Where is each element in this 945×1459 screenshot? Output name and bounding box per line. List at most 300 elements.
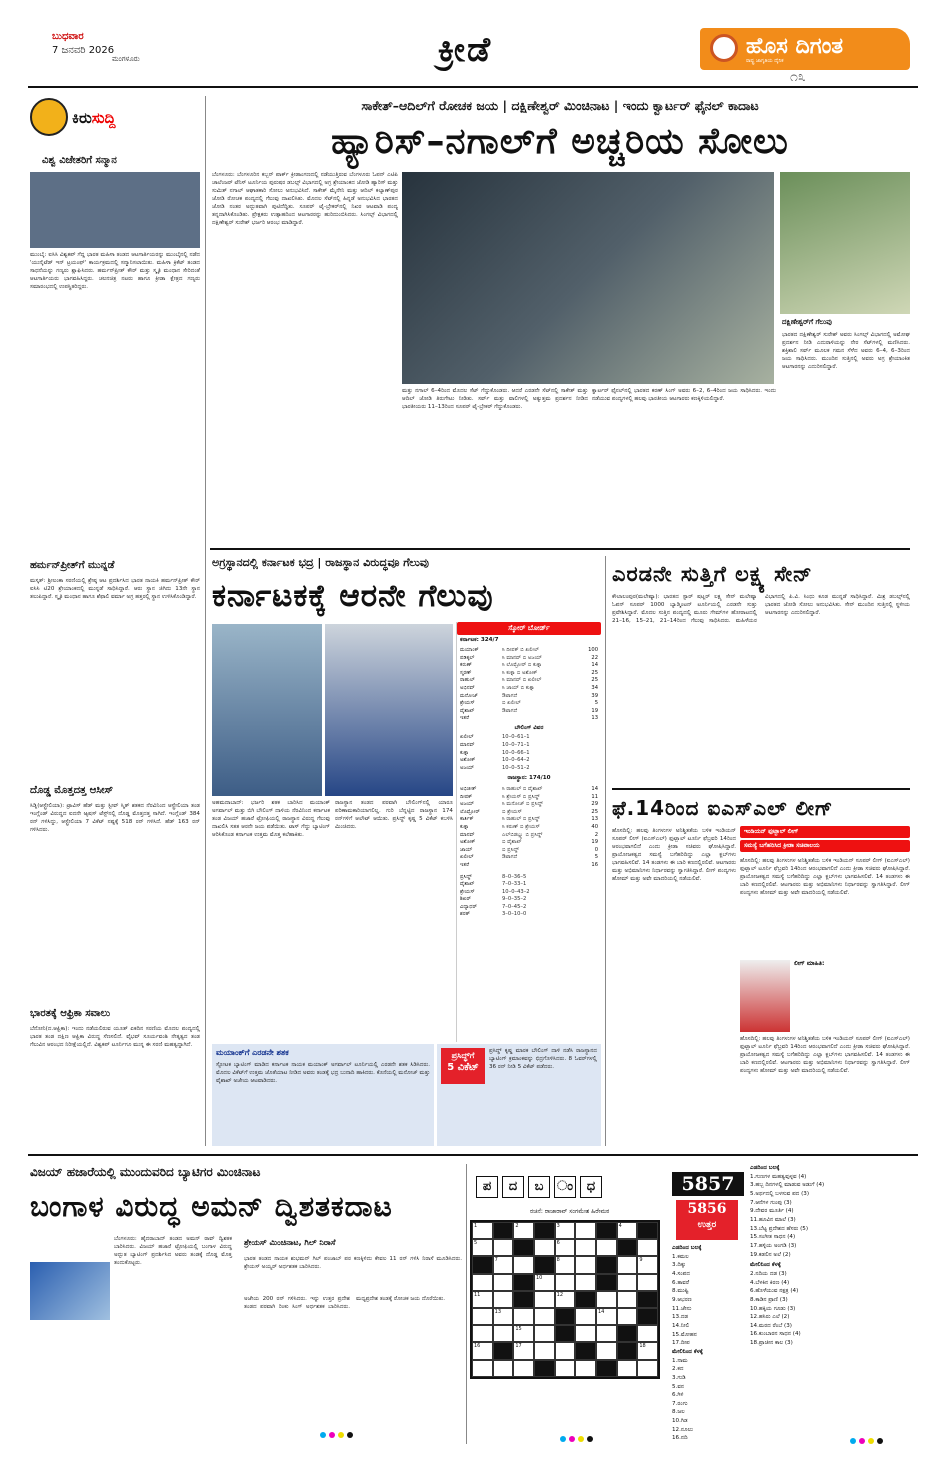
crossword-cell[interactable] [637, 1256, 658, 1273]
dismissal: ಸಿ ಜಾಯ್ ಬಿ ಕುಕ್ನಾ [502, 684, 535, 691]
cell-number: 1 [474, 1223, 478, 1229]
isl-pill-1: ಇಂಡಿಯನ್ ಫುಟ್ಬಾಲ್ ಲೀಗ್ [740, 826, 910, 838]
score-row [457, 662, 601, 670]
runs: 100 [588, 646, 598, 653]
crossword-cell[interactable] [534, 1308, 555, 1325]
dismissal: ಸಿ ಶ್ರೇಯಸ್ ಬಿ ಪ್ರಸಿದ್ಧ್ [502, 793, 540, 800]
player-name: ಅಶೋಕ್ [460, 757, 476, 764]
crossword-cell [534, 1360, 555, 1377]
dismissal: ಸಿ ರಾಹುಲ್ ಬಿ ವೈಶಾಖ್ [502, 785, 543, 792]
puzzle-title [476, 1176, 602, 1198]
mayank-body: ಸ್ಫೋಟಕ ಬ್ಯಾಟಿಂಗ್ ಮಾಡಿದ ಕರ್ನಾಟಕ ನಾಯಕ ಮಯಾಂಕ್ ಅಗರ್ವಾಲ್ ಟೂರ್ನಿಯಲ್ಲಿ ಎರಡನೇ ಶತಕ ಸಿಡಿಸಿದರು. ಮೊದಲ ವಿಕೆಟ್‌ಗೆ ಉತ್ತಮ ಜೊತೆಯಾಟ ನೀಡಿದ ಅವರು ತಂಡಕ್ಕೆ ಭದ್ರ ಬುನಾದಿ ಹಾಕಿದರು. ಕೊನೆಯಲ್ಲಿ ಮನೋಜ್ ಮತ್ತು ವೈಶಾಖ್ ಅಜೇಯ ಆಟವಾಡಿದರು. [216, 1061, 430, 1084]
brief-2-headline[interactable]: ಹರ್ಮನ್‌ಪ್ರೀತ್‌ಗೆ ಮುನ್ನಡೆ [30, 560, 115, 571]
puzzle-number: 5857 [672, 1172, 744, 1196]
player-name: ಇತರೆ [460, 715, 470, 722]
crossword-cell [637, 1291, 658, 1308]
prasidh-body: ಪ್ರಸಿದ್ಧ್ ಕೃಷ್ಣ ಮಾರಕ ಬೌಲಿಂಗ್ ದಾಳಿ ನಡೆಸಿ ರಾಜಸ್ಥಾನದ ಬ್ಯಾಟಿಂಗ್ ಕ್ರಮಾಂಕವನ್ನು ಛಿದ್ರಗೊಳಿಸಿದರು. 8 ಓವರ್‌ಗಳಲ್ಲಿ 36 ರನ್ ನೀಡಿ 5 ವಿಕೆಟ್ ಪಡೆದರು. [489, 1048, 597, 1070]
player-name: ಮಾನವ್ [460, 742, 475, 749]
crossword-cell [472, 1256, 493, 1273]
crossword-cell[interactable] [555, 1239, 576, 1256]
answer-down: 12.ನೂಲು [672, 1426, 693, 1433]
cell-number: 5 [474, 1240, 478, 1247]
crossword-cell [555, 1325, 576, 1342]
player-name: ವೈಶಾಖ್ [460, 707, 475, 714]
bowling-figures: 10–0–51–2 [502, 764, 530, 771]
answer-across: 4.ಸಂಪದ [672, 1270, 690, 1277]
crossword-cell[interactable] [637, 1342, 658, 1359]
bowler-photo [325, 624, 453, 796]
score-row [457, 655, 601, 663]
brief-3-body: ಸಿಡ್ನಿ(ಆಸ್ಟ್ರೇಲಿಯಾ): ಟ್ರಾವಿಸ್ ಹೆಡ್ ಮತ್ತು ಸ್ಟೀವ್ ಸ್ಮಿತ್ ಶತಕದ ನೆರವಿನಿಂದ ಆಸ್ಟ್ರೇಲಿಯಾ ತಂಡ ಇಂಗ್ಲೆಂಡ್ ವಿರುದ್ಧದ ಐದನೇ ಆ್ಯಷಸ್ ಟೆಸ್ಟ್‌ನಲ್ಲಿ ದೊಡ್ಡ ಮೊತ್ತದತ್ತ ಸಾಗಿದೆ. ಇಂಗ್ಲೆಂಡ್ 384 ರನ್ ಗಳಿಸಿದ್ದು, ಆಸ್ಟ್ರೇಲಿಯಾ 7 ವಿಕೆಟ್ ನಷ್ಟಕ್ಕೆ 518 ರನ್ ಗಳಿಸಿದೆ. ಹೆಡ್ 163 ರನ್ ಗಳಿಸಿದರು. [30, 803, 200, 833]
crossword-cell[interactable] [637, 1360, 658, 1377]
crossword-cell[interactable] [555, 1342, 576, 1359]
crossword-cell[interactable] [596, 1308, 617, 1325]
dismissal: ಸಿ ದೀಪಕ್ ಬಿ ಖಲೀಲ್ [502, 646, 539, 653]
cell-number: 2 [515, 1223, 519, 1229]
crossword-cell[interactable] [472, 1308, 493, 1325]
dismissal: ಔಟಾಗದೆ [502, 692, 518, 699]
kirusuddi-badge [30, 98, 200, 138]
score-row [457, 862, 601, 870]
issue-date: 7 ಜನವರಿ 2026 [52, 45, 115, 56]
dismissal: ಸಿ ಕರುಣ್ ಬಿ ಶ್ರೇಯಸ್ [502, 823, 540, 830]
cell-number: 8 [556, 1257, 560, 1264]
crossword-cell [534, 1256, 555, 1273]
runs: 0 [594, 846, 598, 853]
puzzle-title-letter: ಪ [476, 1176, 498, 1198]
crossword-cell[interactable] [472, 1325, 493, 1342]
score-row [457, 700, 601, 708]
answer-across: 8.ಮುಷ್ಟಿ [672, 1288, 689, 1295]
bowling-figures: 10–0–61–1 [502, 734, 530, 741]
clue-down: 14.ಮರದ ರೆಂಬೆ (3) [750, 1322, 792, 1329]
lead-headline[interactable]: ಹ್ಯಾರಿಸ್–ನಗಾಲ್‌ಗೆ ಅಚ್ಚರಿಯ ಸೋಲು [331, 121, 789, 162]
crossword-cell[interactable] [575, 1239, 596, 1256]
crossword-cell [617, 1325, 638, 1342]
score-row [457, 693, 601, 701]
clue-list: ಎಡದಿಂದ ಬಲಕ್ಕೆ 1.ಗುಣಗಳ ಮಹತ್ವವುಳ್ಳವ (4) 3.ಹಬ್ಬ ದಿನಗಳಲ್ಲಿ ಮಾಡುವ ಅಡುಗೆ (4) 5.ಅರ್ಥದಲ್ಲಿ ಬಳಸುವ ಪದ (3) 7.ಆನೆಗಳ ಗುಂಪು (3) 9.ದೇವರ ಮೂರ್ತಿ (4) 11.ಹೂವಿನ ಮಾಲೆ (3) 13.ಬೆಟ್ಟ ಪ್ರದೇಶದ ಹೆಸರು (5) 15.ಸಂಗೀತ ಸಾಧನ (4) 17.ಹಳ್ಳಿಯ ಅಂಗಡಿ (3) 19.ಕಡಲಿನ ಅಲೆ (2) ಮೇಲಿನಿಂದ ಕೆಳಕ್ಕೆ 2.ನದಿಯ ದಡ (3) 4.ಬೆಳಕಿನ ಕಿರಣ (4) 6.ಹೊಳೆಯುವ ನಕ್ಷತ್ರ (4) 8.ಕಾಡಿನ ಪ್ರಾಣಿ (3) 10.ಹಕ್ಕಿಯ ಗೂಡು (3) 12.ಹಸಿರು ಎಲೆ (2) 14.ಮರದ ರೆಂಬೆ (3) 16.ಕುಂಬಾರನ ಸಾಧನ (4) 18.ಪ್ರಾಚೀನ ಕಾಲ (3) [750, 1164, 915, 1436]
score-row [457, 708, 601, 716]
vijay-body-col2: ಭಾರತ ತಂಡದ ನಾಯಕ ಶುಭಮನ್ ಗಿಲ್ ಪಂಜಾಬ್ ಪರ ಕಣಕ್ಕಿಳಿದು ಕೇವಲ 11 ರನ್ ಗಳಿಸಿ ನಿರಾಸೆ ಮೂಡಿಸಿದರು. ಶ್ರೇಯಸ್ ಅಯ್ಯರ್ ಅರ್ಧಶತಕ ಬಾರಿಸಿದರು. [244, 1256, 462, 1270]
prasidh-box [437, 1044, 601, 1146]
runs: 16 [591, 861, 598, 868]
dismissal: ಸಿ ಲೊಮ್ರೋರ್ ಬಿ ಕುಕ್ನಾ [502, 662, 542, 669]
player-name: ಶ್ರೇಯಸ್ [460, 888, 475, 895]
score-row [457, 794, 601, 802]
player-name: ಅಜಯ್ [460, 801, 475, 808]
isl-body-col1: ಹೊಸದಿಲ್ಲಿ: ಹಲವು ತಿಂಗಳುಗಳ ಅನಿಶ್ಚಿತತೆಯ ಬಳಿಕ ಇಂಡಿಯನ್ ಸೂಪರ್ ಲೀಗ್ (ಐಎಸ್‌ಎಲ್) ಫುಟ್ಬಾಲ್ ಟೂರ್ನಿ ಫೆಬ್ರವರಿ 14ರಿಂದ ಆರಂಭವಾಗಲಿದೆ ಎಂದು ಕ್ರೀಡಾ ಸಚಿವರು ಘೋಷಿಸಿದ್ದಾರೆ. ಪ್ರಾಯೋಜಕತ್ವದ ಸಮಸ್ಯೆ ಬಗೆಹರಿದಿದ್ದು ಎಲ್ಲಾ ಕ್ಲಬ್‌ಗಳು ಭಾಗವಹಿಸಲಿವೆ. 14 ತಂಡಗಳು ಈ ಬಾರಿ ಕಣದಲ್ಲಿರಲಿವೆ. ಆಟಗಾರರು ಮತ್ತು ಅಭಿಮಾನಿಗಳು ನಿರ್ಧಾರವನ್ನು ಸ್ವಾಗತಿಸಿದ್ದಾರೆ. ಲೀಗ್ ಪಂದ್ಯಗಳು ಹೋಮ್ ಮತ್ತು ಅವೇ ಮಾದರಿಯಲ್ಲಿ ನಡೆಯಲಿವೆ. [612, 828, 736, 882]
player-name: ಶ್ರೇಯಸ್ [460, 700, 475, 707]
side-headline[interactable]: ದಕ್ಷಿಣೇಶ್ವರ್‌ಗೆ ಗೆಲುವು [782, 318, 832, 326]
scoreboard-sub1: ಕರ್ನಾಟಕ: 324/7 [460, 637, 499, 644]
crossword-cell[interactable] [493, 1239, 514, 1256]
dakshineswar-photo [780, 172, 910, 314]
player-name: ವೈಶಾಖ್ [460, 881, 475, 888]
column-divider-2 [605, 556, 606, 1146]
cell-number: 11 [474, 1291, 481, 1298]
color-dots-1 [320, 1432, 353, 1438]
aman-photo [30, 1262, 110, 1320]
bowling-figures: 7–0–45–2 [502, 903, 527, 910]
bowling-figures: 3–0–10–0 [502, 911, 527, 918]
answer-list: ಎಡದಿಂದ ಬಲಕ್ಕೆ 1.ಕಮಲ 3.ದಿಕ್ಕು 4.ಸಂಪದ 6.ತಾವರೆ 8.ಮುಷ್ಟಿ 9.ಆಭರಣ 11.ಜೇನು 13.ದಡ 14.ನೀಲಿ 15.ಮೋಹನ 17.ದೀಪ ಮೇಲಿನಿಂದ ಕೆಳಕ್ಕೆ 1.ನಾಮ 2.ಕದ 3.ಗುಡಿ 5.ವನ 6.ಗಿಳಿ 7.ರಂಗು 8.ಜಲ 10.ಗಿಡ 12.ನೂಲು 16.ನದಿ [672, 1244, 746, 1434]
column-divider-3 [466, 1164, 467, 1444]
bowling-label: ಬೌಲಿಂಗ್ ವಿವರ [514, 724, 544, 731]
cell-number: 13 [494, 1308, 502, 1315]
runs: 25 [591, 669, 598, 676]
brief-4-headline[interactable]: ಭಾರತಕ್ಕೆ ಆಫ್ರಿಕಾ ಸವಾಲು [30, 1008, 111, 1019]
runs: 22 [591, 654, 598, 661]
scoreboard [456, 622, 601, 1042]
clue-down: 8.ಕಾಡಿನ ಪ್ರಾಣಿ (3) [750, 1296, 788, 1303]
newspaper-logo[interactable] [700, 28, 910, 70]
sen-headline[interactable]: ಎರಡನೇ ಸುತ್ತಿಗೆ ಲಕ್ಷ್ಯ ಸೇನ್ [612, 562, 813, 586]
crossword-cell[interactable] [534, 1342, 555, 1359]
puzzle-author: ರಚನೆ: ರಾಜಾರಾವ್ ಸಂಗಮೇಶ ಹಿರೇಮಠ [530, 1208, 610, 1215]
dismissal: ಬಿ ಖಲೀಲ್ [502, 700, 521, 707]
runs: 40 [591, 823, 598, 830]
clue-down: 18.ಪ್ರಾಚೀನ ಕಾಲ (3) [750, 1340, 793, 1347]
edition-city: ಮಂಗಳೂರು [112, 55, 140, 63]
crossword-cell[interactable] [534, 1291, 555, 1308]
brief-2-body: ಮಸ್ಕತ್: ಶ್ರೀಲಂಕಾ ಸರಣಿಯಲ್ಲಿ ಶ್ರೇಷ್ಠ ಆಟ ಪ್ರದರ್ಶಿಸಿದ ಭಾರತ ನಾಯಕಿ ಹರ್ಮನ್‌ಪ್ರೀತ್ ಕೌರ್ ಐಸಿಸಿ ಟಿ20 ಶ್ರೇಯಾಂಕದಲ್ಲಿ ಮುನ್ನಡೆ ಸಾಧಿಸಿದ್ದಾರೆ. ಆರು ಸ್ಥಾನ ಜಿಗಿದು 13ನೇ ಸ್ಥಾನ ತಲುಪಿದ್ದಾರೆ. ಸ್ಮೃತಿ ಮಂಧಾನ ಹಾಗೂ ಶೆಫಾಲಿ ವರ್ಮಾ ಅಗ್ರ ಹತ್ತರಲ್ಲಿ ಸ್ಥಾನ ಉಳಿಸಿಕೊಂಡಿದ್ದಾರೆ. [30, 578, 200, 600]
clue-across: 13.ಬೆಟ್ಟ ಪ್ರದೇಶದ ಹೆಸರು (5) [750, 1225, 809, 1232]
clue-down: 16.ಕುಂಬಾರನ ಸಾಧನ (4) [750, 1331, 801, 1338]
score-row [457, 685, 601, 693]
score-row [457, 896, 601, 904]
score-row [457, 670, 601, 678]
score-row [457, 824, 601, 832]
crossword-cell[interactable] [472, 1342, 493, 1359]
crossword-cell[interactable] [493, 1274, 514, 1291]
crossword-cell[interactable] [493, 1325, 514, 1342]
sen-bottom-rule [612, 788, 910, 790]
player-name: ಪ್ರಸಿದ್ಧ್ [460, 873, 472, 880]
crossword-cell[interactable] [513, 1308, 534, 1325]
cell-number: 3 [556, 1223, 560, 1229]
player-name: ಮನೋಜ್ [460, 692, 478, 699]
crossword-cell[interactable] [637, 1325, 658, 1342]
answer-across: 1.ಕಮಲ [672, 1253, 689, 1260]
crossword-cell[interactable] [596, 1291, 617, 1308]
puzzle-title-letter: ದ [502, 1176, 524, 1198]
crossword-cell[interactable] [534, 1239, 555, 1256]
mayank-headline[interactable]: ಮಯಾಂಕ್‌ಗೆ ಎರಡನೇ ಶತಕ [216, 1048, 289, 1057]
lead-body-col2: ಮತ್ತು ನಗಾಲ್ 6–4ರಿಂದ ಮೊದಲ ಸೆಟ್ ಗೆದ್ದುಕೊಂಡರು. ಆದರೆ ಎರಡನೇ ಸೆಟ್‌ನಲ್ಲಿ ಸಾಕೇತ್ ಮತ್ತು ಆದಿಲ್ ಜೋಡಿ ತಿರುಗೇಟು ನೀಡಿತು. ಸರ್ವ್ ಮತ್ತು ವಾಲಿಗಳಲ್ಲಿ ಅತ್ಯುತ್ತಮ ಪ್ರದರ್ಶನ ನೀಡಿದ ಭಾರತೀಯರು 11–13ರಿಂದ ಸೂಪರ್ ಟೈ-ಬ್ರೇಕರ್ ಗೆದ್ದುಕೊಂಡರು. [402, 388, 588, 410]
crossword-cell[interactable] [575, 1222, 596, 1239]
batsman-photo [212, 624, 322, 796]
crossword-cell [637, 1308, 658, 1325]
crossword-grid[interactable] [470, 1220, 660, 1380]
isl-body-col2: ಹೊಸದಿಲ್ಲಿ: ಹಲವು ತಿಂಗಳುಗಳ ಅನಿಶ್ಚಿತತೆಯ ಬಳಿಕ ಇಂಡಿಯನ್ ಸೂಪರ್ ಲೀಗ್ (ಐಎಸ್‌ಎಲ್) ಫುಟ್ಬಾಲ್ ಟೂರ್ನಿ ಫೆಬ್ರವರಿ 14ರಿಂದ ಆರಂಭವಾಗಲಿದೆ ಎಂದು ಕ್ರೀಡಾ ಸಚಿವರು ಘೋಷಿಸಿದ್ದಾರೆ. ಪ್ರಾಯೋಜಕತ್ವದ ಸಮಸ್ಯೆ ಬಗೆಹರಿದಿದ್ದು ಎಲ್ಲಾ ಕ್ಲಬ್‌ಗಳು ಭಾಗವಹಿಸಲಿವೆ. 14 ತಂಡಗಳು ಈ ಬಾರಿ ಕಣದಲ್ಲಿರಲಿವೆ. ಆಟಗಾರರು ಮತ್ತು ಅಭಿಮಾನಿಗಳು ನಿರ್ಧಾರವನ್ನು ಸ್ವಾಗತಿಸಿದ್ದಾರೆ. ಲೀಗ್ ಪಂದ್ಯಗಳು ಹೋಮ್ ಮತ್ತು ಅವೇ ಮಾದರಿಯಲ್ಲಿ ನಡೆಯಲಿವೆ. [740, 858, 910, 896]
brief-1-body: ಮುಂಬೈ: ಐಸಿಸಿ ವಿಶ್ವಕಪ್ ಗೆದ್ದ ಭಾರತ ಮಹಿಳಾ ತಂಡದ ಆಟಗಾರ್ತಿಯರನ್ನು ಮುಂಬೈನಲ್ಲಿ ನಡೆದ 'ಯುನೈಟೆಡ್ ಇನ್ ಟ್ರಯಂಫ್' ಕಾರ್ಯಕ್ರಮದಲ್ಲಿ ಸನ್ಮಾನಿಸಲಾಯಿತು. ಮಹಿಳಾ ಕ್ರಿಕೆಟ್ ತಂಡದ ಸಾಧನೆಯನ್ನು ಗಣ್ಯರು ಶ್ಲಾಘಿಸಿದರು. ಹರ್ಮನ್‌ಪ್ರೀತ್ ಕೌರ್ ಮತ್ತು ಸ್ಮೃತಿ ಮಂಧಾನ ಸೇರಿದಂತೆ ಆಟಗಾರ್ತಿಯರು ಭಾಗವಹಿಸಿದ್ದರು. ಚಲನಚಿತ್ರ ನಟರು ಹಾಗೂ ಕ್ರೀಡಾ ಕ್ಷೇತ್ರದ ಗಣ್ಯರು ಸಮಾರಂಭದಲ್ಲಿ ಉಪಸ್ಥಿತರಿದ್ದರು. [30, 252, 200, 290]
dismissal: ಸಿ ರಾಹುಲ್ ಬಿ ಪ್ರಸಿದ್ಧ್ [502, 816, 540, 823]
score-row [457, 881, 601, 889]
clue-down: 6.ಹೊಳೆಯುವ ನಕ್ಷತ್ರ (4) [750, 1288, 799, 1295]
crossword-cell[interactable] [513, 1222, 534, 1239]
player-name: ಕರುಣ್ [460, 662, 472, 669]
player-name: ಖಲೀಲ್ [460, 734, 474, 741]
crossword-cell[interactable] [555, 1274, 576, 1291]
crossword-cell [493, 1222, 514, 1239]
logo-tagline: ರಾಷ್ಟ್ರ ಜಾಗೃತಿಯ ದೈನಿಕ [746, 58, 784, 64]
score-row [457, 889, 601, 897]
crossword-cell [596, 1222, 617, 1239]
karnataka-deck: ಅಗ್ರಸ್ಥಾನದಲ್ಲಿ ಕರ್ನಾಟಕ ಭದ್ರ | ರಾಜಸ್ಥಾನ ವಿರುದ್ಧವೂ ಗೆಲುವು [212, 556, 429, 569]
puzzle-title-letter: ಬ [528, 1176, 550, 1198]
score-row [457, 786, 601, 794]
dismissal [502, 715, 584, 723]
player-name: ಕುಕ್ನಾ [460, 749, 469, 756]
runs: 25 [591, 677, 598, 684]
crossword-cell[interactable] [493, 1291, 514, 1308]
karnataka-headline[interactable]: ಕರ್ನಾಟಕಕ್ಕೆ ಆರನೇ ಗೆಲುವು [212, 578, 494, 614]
crossword-cell[interactable] [596, 1239, 617, 1256]
crossword-cell[interactable] [472, 1222, 493, 1239]
score-row [457, 847, 601, 855]
isl-pill-2: ಸಮಸ್ಯೆ ಬಗೆಹರಿಸಿದ ಕ್ರೀಡಾ ಸಚಿವಾಲಯ [740, 840, 910, 852]
runs: 2 [594, 831, 598, 838]
score-row [457, 854, 601, 862]
logo-text: ಹೊಸ ದಿಗಂತ [746, 34, 844, 59]
crossword-cell [513, 1291, 534, 1308]
score-row [457, 750, 601, 758]
score-row [457, 911, 601, 919]
player-name: ಕಾರ್ತಿಕ್ [460, 816, 474, 823]
crossword-cell[interactable] [534, 1274, 555, 1291]
player-name: ಪಡಿಕ್ಕಲ್ [460, 654, 475, 661]
score-row [457, 715, 601, 723]
runs: 39 [591, 692, 598, 699]
crossword-cell[interactable] [596, 1325, 617, 1342]
puzzle-title-letter: ಧ [580, 1176, 602, 1198]
player-name: ಜಾಯ್ [460, 846, 473, 853]
player-name: ಶರತ್ [460, 911, 471, 918]
crossword-cell[interactable] [513, 1342, 534, 1359]
brief-1-photo [30, 172, 200, 248]
bottom-rule [28, 1154, 918, 1156]
player-name: ಸ್ಮರಣ್ [460, 669, 472, 676]
score-row [457, 734, 601, 742]
cell-number: 7 [494, 1257, 498, 1264]
bowling-figures: 9–0–35–2 [502, 896, 527, 903]
clue-across: 7.ಆನೆಗಳ ಗುಂಪು (3) [750, 1199, 792, 1206]
runs: 5 [594, 700, 598, 707]
vijay-body-col1: ಬೆಂಗಳೂರು: ಹೈದರಾಬಾದ್ ತಂಡದ ಅಮನ್ ರಾವ್ ದ್ವಿಶತಕ ಬಾರಿಸಿದರು. ವಿಜಯ್ ಹಜಾರೆ ಟ್ರೋಫಿಯಲ್ಲಿ ಬಂಗಾಳ ವಿರುದ್ಧ ಅದ್ಭುತ ಬ್ಯಾಟಿಂಗ್ ಪ್ರದರ್ಶಿಸಿದ ಅವರು ತಂಡಕ್ಕೆ ದೊಡ್ಡ ಮೊತ್ತ ತಂದುಕೊಟ್ಟರು. [114, 1236, 232, 1266]
crossword-cell[interactable] [513, 1256, 534, 1273]
answer-across: 9.ಆಭರಣ [672, 1296, 692, 1303]
runs: 29 [591, 801, 598, 808]
crossword-cell[interactable] [575, 1274, 596, 1291]
answer-down: 3.ಗುಡಿ [672, 1374, 686, 1381]
answer-down: 5.ವನ [672, 1383, 685, 1390]
crossword-cell [596, 1274, 617, 1291]
runs: 25 [591, 808, 598, 815]
cell-number: 15 [515, 1326, 522, 1333]
lead-body-col1: ಬೆಂಗಳೂರು: ಬೆಂಗಳೂರಿನ ಕಬ್ಬನ್ ಪಾರ್ಕ್ ಕ್ರೀಡಾಂಗಣದಲ್ಲಿ ನಡೆಯುತ್ತಿರುವ ಬೆಂಗಳೂರು ಓಪನ್ ಎಟಿಪಿ ಚಾಲೆಂಜರ್ ಟೆನಿಸ್ ಟೂರ್ನಿಯ ಪುರುಷರ ಡಬಲ್ಸ್ ವಿಭಾಗದಲ್ಲಿ ಅಗ್ರ ಶ್ರೇಯಾಂಕದ ಜೋಡಿ ಹ್ಯಾರಿಸ್ ಮತ್ತು ಸುಮಿತ್ ನಗಾಲ್ ಆಘಾತಕಾರಿ ಸೋಲು ಅನುಭವಿಸಿದೆ. ಸಾಕೇತ್ ಮೈನೇನಿ ಮತ್ತು ಆದಿಲ್ ಕಲ್ಯಾಣ್‌ಪುರ ಜೋಡಿ ರೋಚಕ ಪಂದ್ಯದಲ್ಲಿ ಗೆಲುವು ದಾಖಲಿಸಿತು. ಮೊದಲ ಸೆಟ್‌ನಲ್ಲಿ ಹಿನ್ನಡೆ ಅನುಭವಿಸಿದ ಭಾರತದ ಜೋಡಿ ನಂತರ ಅದ್ಭುತವಾಗಿ ಪುಟಿದೆದ್ದಿತು. ಸೂಪರ್ ಟೈ-ಬ್ರೇಕರ್‌ನಲ್ಲಿ ನಿಖರ ಆಟವಾಡಿ ಪಂದ್ಯ ತನ್ನದಾಗಿಸಿಕೊಂಡಿತು. ಪ್ರೇಕ್ಷಕರು ಉತ್ಸಾಹದಿಂದ ಆಟಗಾರರನ್ನು ಹುರಿದುಂಬಿಸಿದರು. ಸಿಂಗಲ್ಸ್ ವಿಭಾಗದಲ್ಲಿ ದಕ್ಷಿಣೇಶ್ವರ್ ಸುರೇಶ್ ಭರ್ಜರಿ ಆರಂಭ ಮಾಡಿದ್ದಾರೆ. [212, 172, 398, 226]
crossword-cell[interactable] [617, 1222, 638, 1239]
bowling-figures: 8–0–36–5 [502, 873, 527, 880]
isl-headline[interactable]: ಫೆ.14ರಿಂದ ಐಎಸ್‌ಎಲ್ ಲೀಗ್ [612, 796, 834, 820]
crossword-cell[interactable] [472, 1360, 493, 1377]
bowling-figures: 10–0–43–2 [502, 888, 530, 895]
crossword-cell[interactable] [575, 1256, 596, 1273]
cell-number: 12 [556, 1291, 564, 1298]
clue-across: 11.ಹೂವಿನ ಮಾಲೆ (3) [750, 1216, 796, 1223]
score-row [457, 816, 601, 824]
prasidh-badge: ಪ್ರಸಿದ್ಧ್‌ಗೆ 5 ವಿಕೆಟ್ [441, 1048, 485, 1084]
crossword-cell [596, 1256, 617, 1273]
dismissal: ಸಿ ಮಾನವ್ ಬಿ ಖಲೀಲ್ [502, 677, 542, 684]
dismissal: ಸಿ ಕುಕ್ನಾ ಬಿ ಅಶೋಕ್ [502, 669, 538, 676]
score-row [457, 801, 601, 809]
crossword-cell[interactable] [493, 1256, 514, 1273]
crossword-cell[interactable] [617, 1291, 638, 1308]
brief-1-headline[interactable]: ವಿಶ್ವ ವಿಜೇತರಿಗೆ ಸನ್ಮಾನ [42, 155, 117, 166]
score-row [457, 874, 601, 882]
puzzle-title-letter: ಂ [554, 1176, 576, 1198]
crossword-cell [513, 1274, 534, 1291]
vijay-body-col3: ಅಜೇಯ 200 ರನ್ ಗಳಿಸಿದರು. ಇನ್ನು ಉತ್ತರ ಪ್ರದೇಶ ತಂಡದ ಪರವಾಗಿ ರಿಂಕು ಸಿಂಗ್ ಅರ್ಧಶತಕ ಬಾರಿಸಿದರು. ಮಧ್ಯಪ್ರದೇಶ ತಂಡಕ್ಕೆ ರೋಚಕ ಜಯ ದೊರೆಯಿತು. [244, 1296, 446, 1310]
crossword-cell[interactable] [617, 1360, 638, 1377]
runs: 13 [591, 715, 598, 722]
dismissal [502, 862, 584, 870]
color-dots-3 [850, 1438, 883, 1444]
answer-down: 7.ರಂಗು [672, 1400, 688, 1407]
crossword-cell[interactable] [575, 1325, 596, 1342]
runs: 14 [591, 785, 598, 792]
clue-across: 3.ಹಬ್ಬ ದಿನಗಳಲ್ಲಿ ಮಾಡುವ ಅಡುಗೆ (4) [750, 1182, 825, 1189]
vijay-subhead[interactable]: ಶ್ರೇಯಸ್ ಮಿಂಚಿನಾಟ, ಗಿಲ್ ನಿರಾಸೆ [244, 1238, 336, 1247]
crossword-cell[interactable] [637, 1274, 658, 1291]
crossword-cell[interactable] [513, 1325, 534, 1342]
crossword-cell[interactable] [513, 1360, 534, 1377]
crossword-cell[interactable] [575, 1308, 596, 1325]
dismissal: ಔಟಾಗದೆ [502, 854, 518, 861]
player-name: ಶಿಖರ್ [460, 896, 472, 903]
crossword-cell[interactable] [555, 1291, 576, 1308]
crossword-cell[interactable] [575, 1360, 596, 1377]
crossword-cell[interactable] [617, 1256, 638, 1273]
score-row [457, 677, 601, 685]
cell-number: 16 [474, 1343, 481, 1350]
score-row [457, 832, 601, 840]
player-name: ಮಯಾಂಕ್ [460, 646, 479, 653]
cell-number: 10 [535, 1274, 543, 1281]
player-name: ಅಜಯ್ [460, 764, 475, 771]
player-name: ಲೊಮ್ರೋರ್ [460, 808, 480, 815]
answer-across: 6.ತಾವರೆ [672, 1279, 690, 1286]
clue-down: 2.ನದಿಯ ದಡ (3) [750, 1270, 787, 1277]
runs: 19 [591, 839, 598, 846]
header-rule [28, 86, 918, 88]
vijay-headline[interactable]: ಬಂಗಾಳ ವಿರುದ್ಧ ಅಮನ್ ದ್ವಿಶತಕದಾಟ [30, 1190, 393, 1223]
answer-down: 16.ನದಿ [672, 1435, 688, 1442]
clue-across: 9.ದೇವರ ಮೂರ್ತಿ (4) [750, 1208, 794, 1215]
color-dots-2 [560, 1436, 593, 1442]
player-name: ರಾಹುಲ್ [460, 677, 475, 684]
runs: 14 [591, 662, 598, 669]
bowling-figures: 7–0–33–1 [502, 881, 527, 888]
runs: 19 [591, 707, 598, 714]
isl-trophy-photo [740, 960, 790, 1032]
bowling-figures: 10–0–66–1 [502, 749, 530, 756]
cell-number: 18 [639, 1343, 646, 1350]
dismissal: ಸಿ ಮಾನವ್ ಬಿ ಅಜಯ್ [502, 654, 542, 661]
crossword-cell[interactable] [617, 1308, 638, 1325]
cell-number: 6 [556, 1240, 560, 1247]
answer-down: 6.ಗಿಳಿ [672, 1392, 684, 1399]
answer-across: 17.ದೀಪ [672, 1340, 690, 1347]
crossword-cell[interactable] [637, 1239, 658, 1256]
crossword-cell[interactable] [555, 1360, 576, 1377]
crossword-cell[interactable] [472, 1274, 493, 1291]
answer-down: 10.ಗಿಡ [672, 1418, 688, 1425]
cell-number: 4 [618, 1223, 622, 1229]
answer-across: 3.ದಿಕ್ಕು [672, 1262, 686, 1269]
crossword-cell[interactable] [534, 1325, 555, 1342]
answer-across: 13.ದಡ [672, 1314, 689, 1321]
runs: 5 [594, 854, 598, 861]
brief-3-headline[interactable]: ದೊಡ್ಡ ಮೊತ್ತದತ್ತ ಆಸೀಸ್ [30, 785, 114, 796]
cell-number: 14 [597, 1308, 605, 1315]
crossword-cell[interactable] [617, 1274, 638, 1291]
scoreboard-sub2: ರಾಜಸ್ಥಾನ: 174/10 [507, 775, 551, 782]
brief-4-body: ಬೆನೋನಿ(ದ.ಆಫ್ರಿಕಾ): ಇಂದು ನಡೆಯಲಿರುವ ಯೂತ್ ಏಕದಿನ ಸರಣಿಯ ಮೊದಲ ಪಂದ್ಯದಲ್ಲಿ ಭಾರತ ತಂಡ ದಕ್ಷಿಣ ಆಫ್ರಿಕಾ ವಿರುದ್ಧ ಸೆಣಸಲಿದೆ. ವೈಭವ್ ಸೂರ್ಯವಂಶಿ ನೇತೃತ್ವದ ತಂಡ ಗೆಲುವಿನ ಆರಂಭದ ನಿರೀಕ್ಷೆಯಲ್ಲಿದೆ. ವಿಶ್ವಕಪ್ ಟೂರ್ನಿಗೂ ಮುನ್ನ ಈ ಸರಣಿ ಮಹತ್ವದ್ದಾಗಿದೆ. [30, 1026, 200, 1048]
player-name: ದೀಪಕ್ [460, 793, 473, 800]
scoreboard-title: ಸ್ಕೋರ್ ಬೋರ್ಡ್ [457, 622, 601, 635]
score-row [457, 757, 601, 765]
dismissal: ಬಿ ಪ್ರಸಿದ್ಧ್ [502, 846, 519, 853]
crossword-cell [493, 1342, 514, 1359]
dismissal: ಬಿ ಶ್ರೇಯಸ್ [502, 808, 522, 815]
runs: 34 [591, 684, 598, 691]
issue-day: ಬುಧವಾರ [52, 31, 84, 42]
runs: 13 [591, 816, 598, 823]
bowling-figures: 10–0–71–1 [502, 742, 530, 749]
crossword-cell[interactable] [493, 1308, 514, 1325]
crossword-cell[interactable] [493, 1360, 514, 1377]
crossword-cell[interactable] [555, 1222, 576, 1239]
crossword-cell[interactable] [555, 1256, 576, 1273]
player-name: ಅಭಿಜೀತ್ [460, 785, 477, 792]
dismissal: ಸಿ ಮನೋಜ್ ಬಿ ಪ್ರಸಿದ್ಧ್ [502, 801, 543, 808]
clue-across: 5.ಅರ್ಥದಲ್ಲಿ ಬಳಸುವ ಪದ (3) [750, 1190, 809, 1197]
crossword-cell [596, 1360, 617, 1377]
sun-logo-icon [710, 34, 738, 62]
runs: 11 [591, 793, 598, 800]
clue-down: 12.ಹಸಿರು ಎಲೆ (2) [750, 1314, 790, 1321]
answer-down: 2.ಕದ [672, 1366, 684, 1373]
crossword-cell[interactable] [596, 1342, 617, 1359]
column-divider [205, 96, 206, 1146]
score-row [457, 809, 601, 817]
player-name: ಇತರೆ [460, 861, 470, 868]
crossword-cell [575, 1342, 596, 1359]
crossword-cell [617, 1239, 638, 1256]
crossword-cell[interactable] [472, 1291, 493, 1308]
bowling-figures: 10–0–64–2 [502, 757, 530, 764]
isl-body-col3: ಹೊಸದಿಲ್ಲಿ: ಹಲವು ತಿಂಗಳುಗಳ ಅನಿಶ್ಚಿತತೆಯ ಬಳಿಕ ಇಂಡಿಯನ್ ಸೂಪರ್ ಲೀಗ್ (ಐಎಸ್‌ಎಲ್) ಫುಟ್ಬಾಲ್ ಟೂರ್ನಿ ಫೆಬ್ರವರಿ 14ರಿಂದ ಆರಂಭವಾಗಲಿದೆ ಎಂದು ಕ್ರೀಡಾ ಸಚಿವರು ಘೋಷಿಸಿದ್ದಾರೆ. ಪ್ರಾಯೋಜಕತ್ವದ ಸಮಸ್ಯೆ ಬಗೆಹರಿದಿದ್ದು ಎಲ್ಲಾ ಕ್ಲಬ್‌ಗಳು ಭಾಗವಹಿಸಲಿವೆ. 14 ತಂಡಗಳು ಈ ಬಾರಿ ಕಣದಲ್ಲಿರಲಿವೆ. ಆಟಗಾರರು ಮತ್ತು ಅಭಿಮಾನಿಗಳು ನಿರ್ಧಾರವನ್ನು ಸ್ವಾಗತಿಸಿದ್ದಾರೆ. ಲೀಗ್ ಪಂದ್ಯಗಳು ಹೋಮ್ ಮತ್ತು ಅವೇ ಮಾದರಿಯಲ್ಲಿ ನಡೆಯಲಿವೆ. [740, 1036, 910, 1074]
crossword-cell[interactable] [472, 1239, 493, 1256]
dismissal: ಔಟಾಗದೆ [502, 707, 518, 714]
section-title: ಕ್ರೀಡೆ [437, 30, 493, 70]
score-row [457, 742, 601, 750]
clue-down: 10.ಹಕ್ಕಿಯ ಗೂಡು (3) [750, 1305, 796, 1312]
score-row [457, 839, 601, 847]
answer-down: 1.ನಾಮ [672, 1357, 688, 1364]
answer-across: 14.ನೀಲಿ [672, 1322, 690, 1329]
